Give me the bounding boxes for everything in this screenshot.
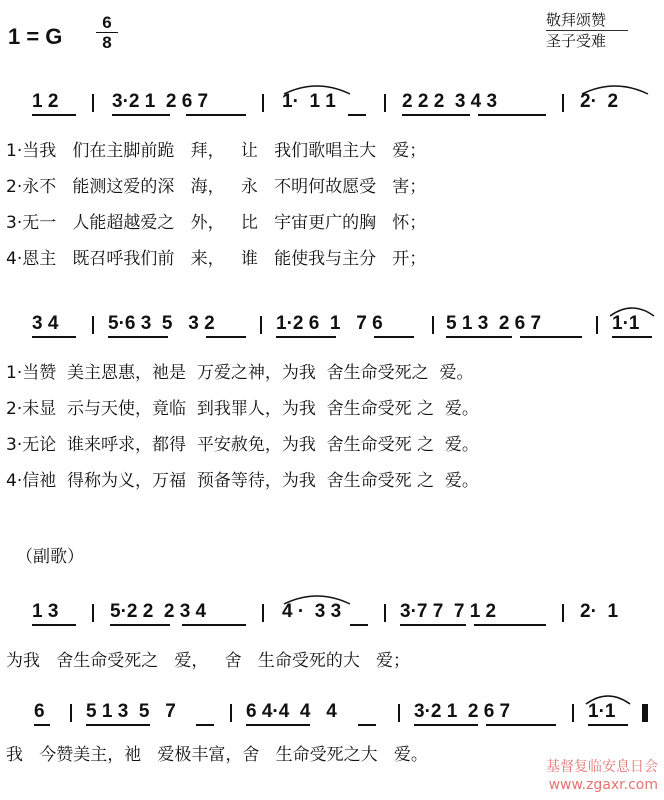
- beam: [246, 724, 310, 726]
- music-line-2: [0, 312, 664, 348]
- beam: [474, 624, 546, 626]
- hymn-info: [546, 10, 628, 51]
- meter-top: 6: [102, 13, 112, 32]
- measure: 3·7 7 7 1 2: [400, 601, 497, 622]
- beam: [374, 336, 414, 338]
- beam: [348, 114, 366, 116]
- verse-4-line-a: 4·恩主 既召呼我们前 来， 谁 能使我与主分 开；: [6, 249, 427, 269]
- beam: [486, 724, 556, 726]
- measure: 1·1: [588, 701, 616, 722]
- measure: 5 1 3 5 7: [86, 701, 176, 722]
- barline: [432, 316, 434, 334]
- measure: 2· 2: [580, 91, 619, 112]
- verse-4-line-b: 4·信祂 得称为义，万福 预备等待，为我 舍生命受死 之 爱。: [6, 471, 479, 491]
- beam: [206, 336, 246, 338]
- barline: [562, 604, 564, 622]
- time-signature: [96, 14, 118, 51]
- beam: [402, 114, 470, 116]
- barline: [398, 704, 400, 722]
- measure: 3·2 1 2 6 7: [414, 701, 511, 722]
- key-signature: 1 = G: [8, 24, 63, 49]
- barline: [562, 94, 564, 112]
- measure: 4 · 3 3: [282, 601, 342, 622]
- beam: [32, 624, 76, 626]
- beam: [108, 336, 168, 338]
- beam: [110, 624, 170, 626]
- chorus-lyric-line-b: 我 今赞美主，祂 爱极丰富，舍 生命受死之大 爱。: [6, 745, 428, 765]
- watermark-url: www.zgaxr.com: [548, 777, 658, 793]
- measure: 1 2: [32, 91, 59, 112]
- verse-2-line-b: 2·未显 示与天使，竟临 到我罪人，为我 舍生命受死 之 爱。: [6, 399, 479, 419]
- chorus-lyric-line-a: 为我 舍生命受死之 爱， 舍 生命受死的大 爱；: [6, 651, 411, 671]
- tie-slur: [584, 692, 632, 706]
- barline: [92, 94, 94, 112]
- barline: [260, 316, 262, 334]
- beam: [612, 336, 652, 338]
- measure: 1·2 6 1 7 6: [276, 313, 383, 334]
- beam: [446, 336, 512, 338]
- measure: 1·1: [612, 313, 640, 334]
- measure: 3 4: [32, 313, 59, 334]
- measure: 6 4·4 4 4: [246, 701, 337, 722]
- measure: 1 3: [32, 601, 59, 622]
- verse-1-line-b: 1·当赞 美主恩惠，祂是 万爱之神，为我 舍生命受死之 爱。: [6, 363, 474, 383]
- barline: [596, 316, 598, 334]
- beam: [112, 114, 170, 116]
- measure: 2 2 2 3 4 3: [402, 91, 498, 112]
- hymn-title: 圣子受难: [546, 32, 607, 50]
- barline: [70, 704, 72, 722]
- barline: [384, 604, 386, 622]
- barline: [92, 316, 94, 334]
- beam: [32, 336, 76, 338]
- final-barline: [642, 704, 648, 722]
- measure: 5 1 3 2 6 7: [446, 313, 542, 334]
- barline: [384, 94, 386, 112]
- beam: [182, 624, 246, 626]
- beam: [34, 724, 50, 726]
- tie-slur: [282, 82, 352, 96]
- measure: 6: [34, 701, 45, 722]
- measure: 1· 1 1: [282, 91, 336, 112]
- beam: [350, 624, 368, 626]
- tie-slur: [282, 592, 352, 606]
- verse-1-line-a: 1·当我 们在主脚前跪 拜， 让 我们歌唱主大 爱；: [6, 141, 427, 161]
- music-line-1: [0, 90, 664, 126]
- barline: [572, 704, 574, 722]
- verse-3-line-a: 3·无一 人能超越爱之 外， 比 宇宙更广的胸 怀；: [6, 213, 427, 233]
- beam: [358, 724, 376, 726]
- beam: [186, 114, 246, 116]
- chorus-label: （副歌）: [16, 547, 84, 567]
- beam: [400, 624, 466, 626]
- tie-slur: [580, 82, 650, 96]
- beam: [86, 724, 150, 726]
- music-line-4: [0, 700, 664, 736]
- beam: [520, 336, 582, 338]
- barline: [262, 94, 264, 112]
- music-line-3: [0, 600, 664, 636]
- meter-bottom: 8: [102, 33, 112, 52]
- beam: [588, 724, 628, 726]
- beam: [276, 336, 336, 338]
- barline: [230, 704, 232, 722]
- barline: [92, 604, 94, 622]
- tie-slur: [608, 304, 656, 318]
- beam: [414, 724, 478, 726]
- beam: [196, 724, 214, 726]
- measure: 5·2 2 2 3 4: [110, 601, 207, 622]
- verse-2-line-a: 2·永不 能测这爱的深 海， 永 不明何故愿受 害；: [6, 177, 427, 197]
- measure: 2· 1: [580, 601, 619, 622]
- hymn-subject: 敬拜颂赞: [546, 11, 607, 29]
- beam: [478, 114, 546, 116]
- beam: [32, 114, 76, 116]
- watermark: [546, 758, 658, 794]
- verse-3-line-b: 3·无论 谁来呼求，都得 平安赦免，为我 舍生命受死 之 爱。: [6, 435, 479, 455]
- watermark-name: 基督复临安息日会: [546, 759, 658, 775]
- measure: 3·2 1 2 6 7: [112, 91, 209, 112]
- barline: [262, 604, 264, 622]
- measure: 5·6 3 5 3 2: [108, 313, 215, 334]
